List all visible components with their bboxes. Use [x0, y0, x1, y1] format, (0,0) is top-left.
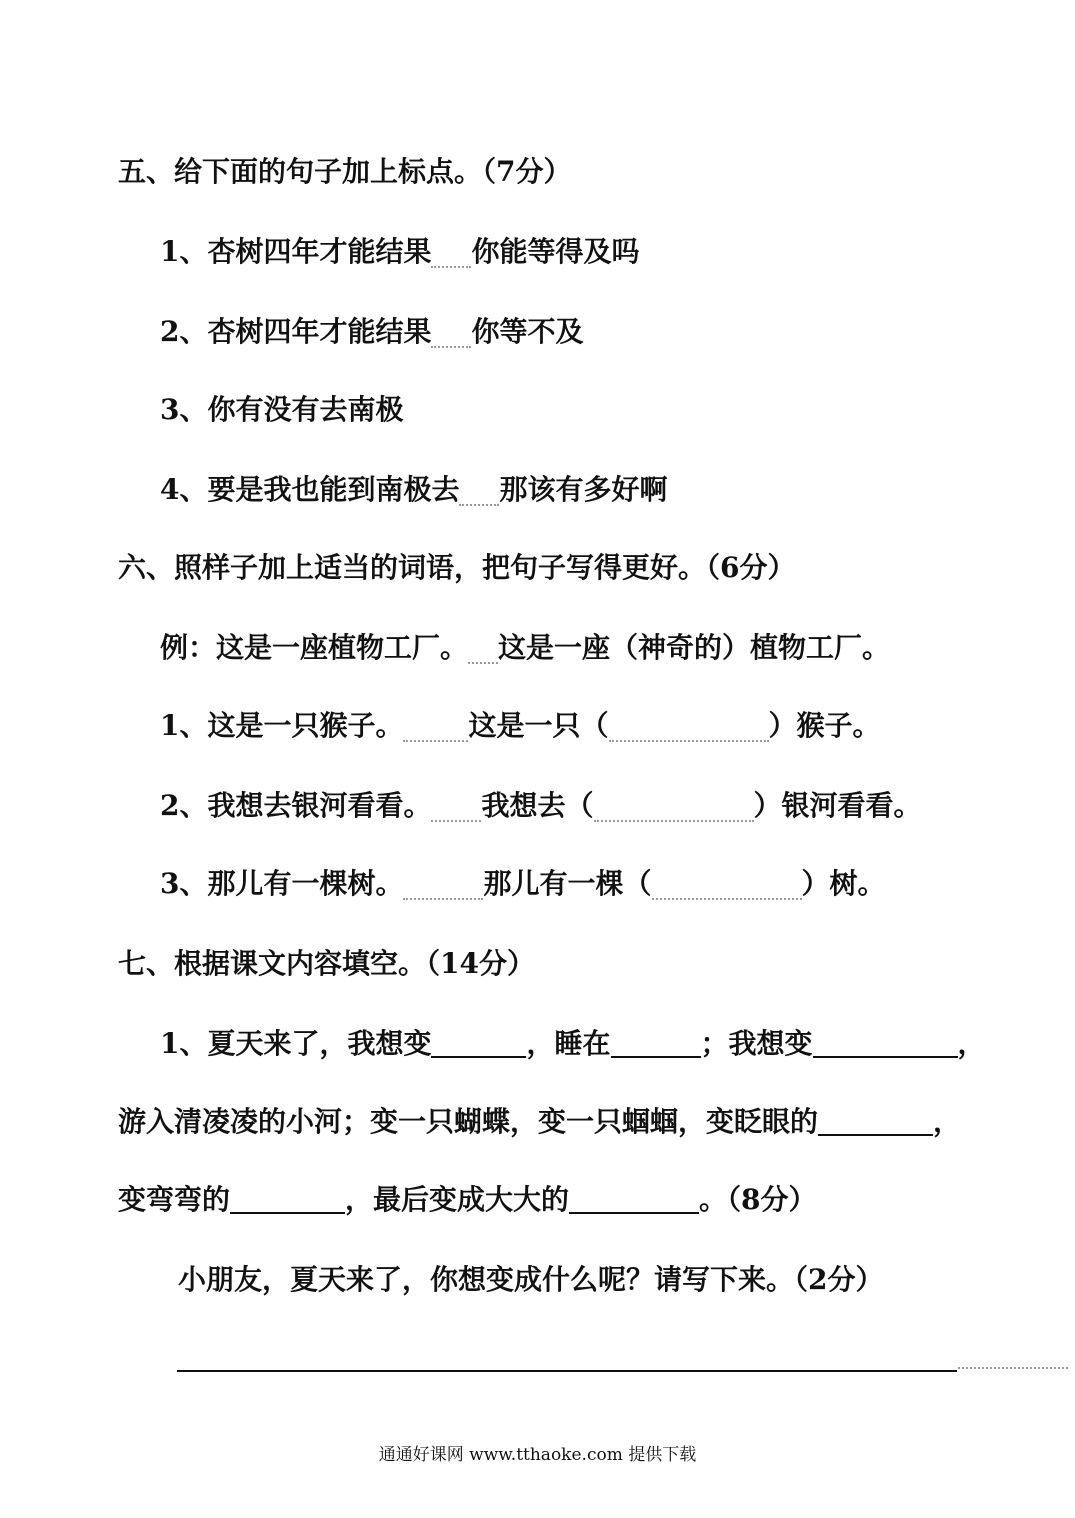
- fill-in-blank[interactable]: [609, 738, 769, 742]
- section-7-title: 七、根据课文内容填空。（14分）: [118, 947, 535, 980]
- dotted-gap: [431, 344, 471, 348]
- question-6-2: 2、我想去银河看看。 我想去（ ）银河看看。: [160, 789, 922, 822]
- section-6-title: 六、照样子加上适当的词语，把句子写得更好。（6分）: [118, 551, 796, 584]
- fill-in-blank[interactable]: [652, 896, 802, 900]
- question-6-1: 1、这是一只猴子。 这是一只（ ）猴子。: [160, 709, 881, 742]
- question-6-3: 3、那儿有一棵树。 那儿有一棵（ ）树。: [160, 867, 886, 900]
- fill-in-blank[interactable]: [431, 1054, 526, 1058]
- fill-in-blank[interactable]: [611, 1054, 701, 1058]
- dotted-gap: [403, 738, 468, 742]
- fill-in-blank[interactable]: [594, 818, 754, 822]
- fill-in-blank[interactable]: [230, 1210, 345, 1214]
- answer-line[interactable]: [177, 1370, 957, 1372]
- question-5-3: 3、你有没有去南极: [160, 393, 404, 426]
- footer-credit: 通通好课网 www.tthaoke.com 提供下载: [378, 1445, 697, 1465]
- question-5-4: 4、要是我也能到南极去 那该有多好啊: [160, 473, 668, 506]
- dotted-gap: [431, 264, 471, 268]
- question-7-line-1: 1、夏天来了，我想变 ，睡在 ；我想变 ，: [160, 1027, 986, 1060]
- question-5-2: 2、杏树四年才能结果 你等不及: [160, 315, 584, 348]
- dotted-gap: [459, 502, 499, 506]
- fill-in-blank[interactable]: [818, 1132, 933, 1136]
- question-7-prompt: 小朋友，夏天来了，你想变成什么呢？请写下来。（2分）: [178, 1263, 884, 1296]
- section-5-title: 五、给下面的句子加上标点。（7分）: [118, 155, 572, 188]
- question-5-1: 1、杏树四年才能结果 你能等得及吗: [160, 235, 640, 268]
- fill-in-blank[interactable]: [569, 1210, 699, 1214]
- section-6-example: 例：这是一座植物工厂。 这是一座（神奇的）植物工厂。: [160, 631, 891, 664]
- fill-in-blank[interactable]: [813, 1054, 958, 1058]
- dotted-gap: [468, 660, 498, 664]
- dotted-gap: [431, 818, 481, 822]
- question-7-line-2: 游入清凌凌的小河；变一只蝴蝶，变一只蝈蝈，变眨眼的 ，: [118, 1105, 962, 1138]
- dotted-gap: [958, 1367, 1068, 1369]
- dotted-gap: [403, 896, 483, 900]
- question-7-line-3: 变弯弯的 ，最后变成大大的 。（8分）: [118, 1183, 817, 1216]
